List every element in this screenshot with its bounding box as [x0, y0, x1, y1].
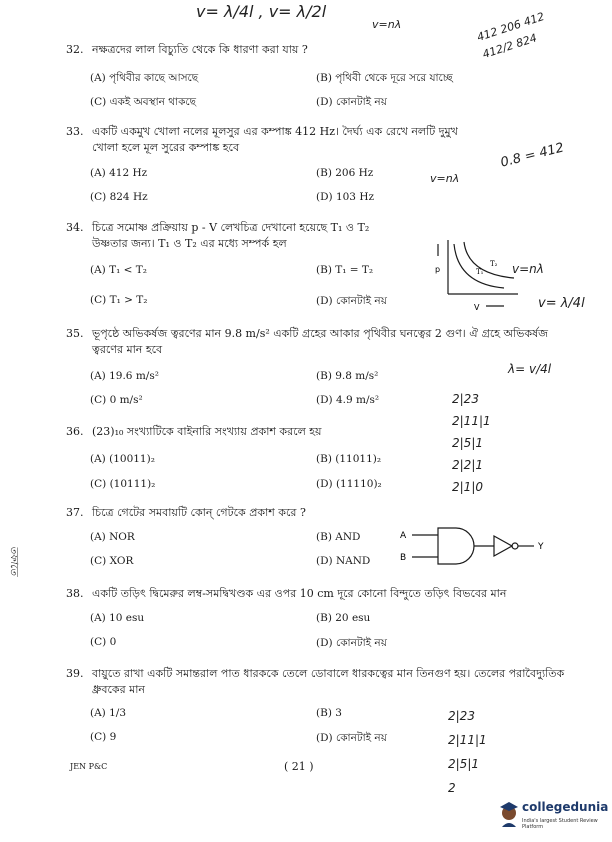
not-gate-shape — [494, 536, 512, 556]
t2-label: T₂ — [490, 260, 498, 268]
handwritten-note-q33: v=nλ — [430, 172, 460, 185]
handwritten-calc-top: 412 206 412 412/2 824 — [475, 9, 546, 62]
option-d[interactable]: (D) NAND — [316, 555, 371, 567]
handwritten-note-top-right: v=nλ — [372, 18, 402, 31]
binary-row: 2|2|1 — [452, 458, 483, 472]
question-text: চিত্রে সমোষ্ণ প্রক্রিয়ায় p - V লেখচিত্র দেখানো হয়েছে T₁ ও T₂ উষ্ণতার জন্য। T₁ ও T₂ এর মধ্যে সম্পর্ক হল — [92, 221, 370, 250]
question-number: 34. — [66, 221, 84, 234]
binary-row: 2|11|1 — [448, 733, 487, 747]
handwritten-note-q35: λ= v/4l — [508, 362, 552, 376]
logo-name: collegedunia — [522, 800, 609, 814]
logo-tagline: India's largest Student Review Platform — [522, 818, 598, 830]
question-32 — [66, 42, 530, 58]
question-number: 38. — [66, 587, 84, 600]
handwritten-binary-q36 — [452, 388, 522, 498]
binary-row: 2|5|1 — [448, 757, 479, 771]
question-number: 35. — [66, 327, 84, 340]
option-a[interactable]: (A) T₁ < T₂ — [90, 264, 148, 276]
output-y-label: Y — [538, 542, 544, 552]
option-b[interactable]: (B) 9.8 m/s² — [316, 370, 379, 382]
question-number: 33. — [66, 125, 84, 138]
input-a-label: A — [400, 531, 407, 541]
question-number: 36. — [66, 425, 84, 438]
and-gate-shape — [438, 528, 474, 564]
question-34 — [66, 220, 400, 252]
option-b[interactable]: (B) 3 — [316, 707, 342, 719]
binary-row: 2|23 — [448, 709, 475, 723]
handwritten-margin-note: তফাতে — [8, 546, 19, 576]
option-d[interactable]: (D) (11110)₂ — [316, 478, 382, 490]
option-a[interactable]: (A) 412 Hz — [90, 167, 148, 179]
collegedunia-logo — [496, 796, 608, 836]
handwritten-calc-q33: 0.8 = 412 — [499, 140, 566, 171]
option-c[interactable]: (C) একই অবস্থান থাকছে — [90, 96, 197, 108]
option-b[interactable]: (B) AND — [316, 531, 361, 543]
option-a[interactable]: (A) NOR — [90, 531, 135, 543]
option-c[interactable]: (C) XOR — [90, 555, 134, 567]
question-37 — [66, 505, 470, 521]
handwritten-note-q34: v=nλ — [512, 262, 544, 276]
option-c[interactable]: (C) 824 Hz — [90, 191, 148, 203]
footer-code: JEN P&C — [70, 762, 108, 771]
handwritten-binary-q39 — [448, 704, 518, 800]
option-d[interactable]: (D) কোনটাই নয় — [316, 96, 387, 108]
option-c[interactable]: (C) 0 — [90, 636, 117, 648]
option-a[interactable]: (A) (10011)₂ — [90, 453, 155, 465]
t1-label: T₁ — [476, 268, 484, 276]
question-36 — [66, 424, 470, 440]
question-text: বায়ুতে রাখা একটি সমান্তরাল পাত ধারককে তেলে ডোবালে ধারকত্বের মান তিনগুণ হয়। তেলের পরাবৈদ্যুতিক ধ্রুবকের মান — [92, 667, 565, 696]
question-text: একটি একমুখ খোলা নলের মূলসুর এর কম্পাঙ্ক 412 Hz। দৈর্ঘ্য এক রেখে নলটি দুমুখ খোলা হলে মূল সুরের কম্পাঙ্ক হবে — [92, 125, 458, 154]
question-text: ভূপৃষ্ঠে অভিকর্ষজ ত্বরণের মান 9.8 m/s² একটি গ্রহের আকার পৃথিবীর ঘনত্বের 2 গুণ। ঐ গ্রহে অভিকর্ষজ ত্বরণের মান হবে — [92, 327, 548, 356]
question-39 — [66, 666, 570, 698]
question-text: চিত্রে গেটের সমবায়টি কোন্ গেটকে প্রকাশ করে ? — [92, 506, 306, 519]
binary-row: 2|1|0 — [452, 480, 483, 494]
question-text: নক্ষত্রদের লাল বিচ্যুতি থেকে কি ধারণা করা যায় ? — [92, 43, 308, 56]
isotherm-t2 — [464, 242, 514, 278]
option-b[interactable]: (B) (11011)₂ — [316, 453, 382, 465]
option-a[interactable]: (A) 1/3 — [90, 707, 127, 719]
binary-row: 2|11|1 — [452, 414, 491, 428]
logic-gate-diagram — [398, 524, 558, 568]
option-d[interactable]: (D) কোনটাই নয় — [316, 295, 387, 307]
option-c[interactable]: (C) T₁ > T₂ — [90, 294, 148, 306]
p-axis-label: p — [435, 265, 441, 274]
question-number: 39. — [66, 667, 84, 680]
question-number: 32. — [66, 43, 84, 56]
option-b[interactable]: (B) 20 esu — [316, 612, 371, 624]
option-d[interactable]: (D) 103 Hz — [316, 191, 375, 203]
handwritten-note-q34-b: v= λ/4l — [538, 296, 585, 311]
option-b[interactable]: (B) T₁ = T₂ — [316, 264, 374, 276]
binary-row: 2|23 — [452, 392, 479, 406]
question-33 — [66, 124, 470, 156]
option-c[interactable]: (C) 0 m/s² — [90, 394, 143, 406]
input-b-label: B — [400, 553, 407, 563]
page-number: ( 21 ) — [284, 760, 314, 773]
question-number: 37. — [66, 506, 84, 519]
graduate-icon — [498, 800, 520, 828]
option-a[interactable]: (A) 19.6 m/s² — [90, 370, 159, 382]
option-b[interactable]: (B) পৃথিবী থেকে দূরে সরে যাচ্ছে — [316, 72, 453, 84]
handwritten-formula-top: v= λ/4l , v= λ/2l — [196, 2, 327, 21]
option-d[interactable]: (D) 4.9 m/s² — [316, 394, 380, 406]
question-text: (23)₁₀ সংখ্যাটিকে বাইনারি সংখ্যায় প্রকাশ করলে হয় — [92, 425, 322, 438]
question-38 — [66, 586, 570, 602]
option-d[interactable]: (D) কোনটাই নয় — [316, 732, 387, 744]
binary-row: 2 — [448, 781, 456, 795]
option-c[interactable]: (C) 9 — [90, 731, 117, 743]
option-d[interactable]: (D) কোনটাই নয় — [316, 637, 387, 649]
question-35 — [66, 326, 570, 358]
binary-row: 2|5|1 — [452, 436, 483, 450]
v-axis-label: V — [474, 303, 480, 312]
option-a[interactable]: (A) পৃথিবীর কাছে আসছে — [90, 72, 199, 84]
option-b[interactable]: (B) 206 Hz — [316, 167, 374, 179]
option-a[interactable]: (A) 10 esu — [90, 612, 145, 624]
option-c[interactable]: (C) (10111)₂ — [90, 478, 156, 490]
pv-graph — [434, 236, 520, 314]
question-text: একটি তড়িৎ দ্বিমেরুর লম্ব-সমদ্বিখণ্ডক এর ওপর 10 cm দূরে কোনো বিন্দুতে তড়িৎ বিভবের মান — [92, 587, 507, 600]
